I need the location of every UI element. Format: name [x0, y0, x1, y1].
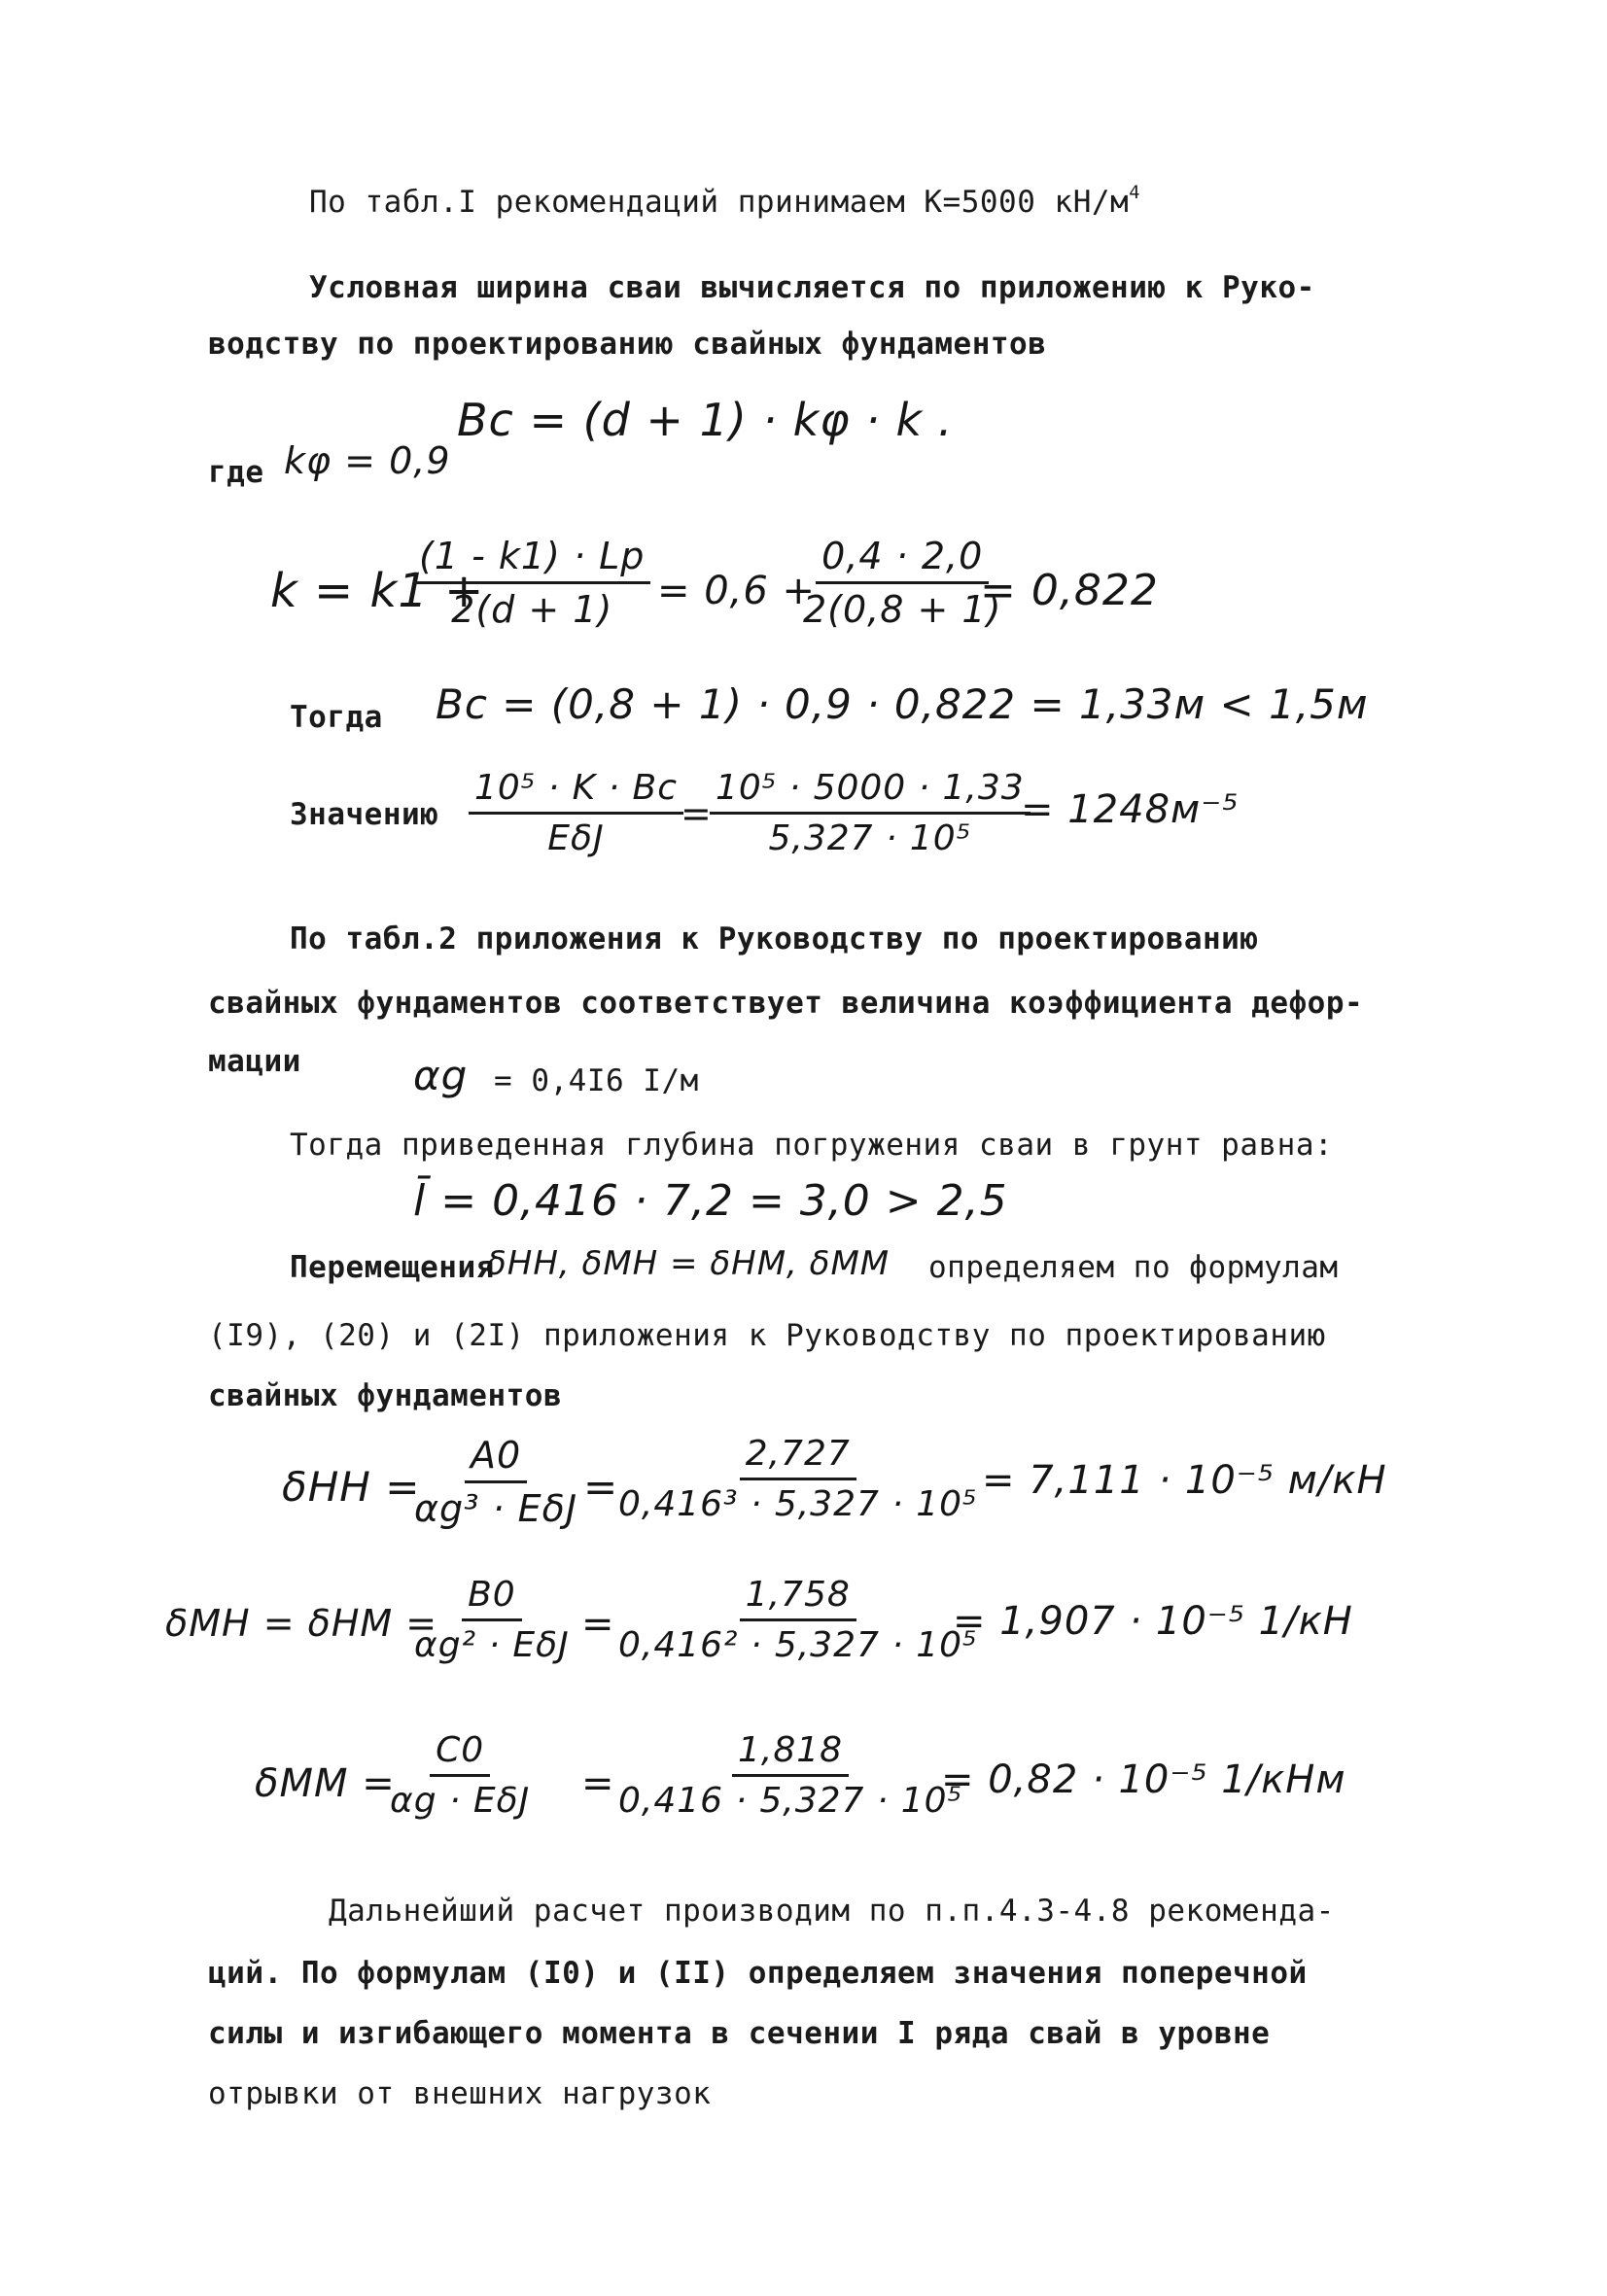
text-line-10: Тогда приведенная глубина погружения сваи в грунт равна:: [290, 1128, 1334, 1163]
text-line-2: Условная ширина сваи вычисляется по приложению к Руко-: [309, 270, 1315, 305]
text-line-9: мации: [208, 1044, 301, 1079]
formula-value-fraction-1-den: EδJ: [547, 818, 605, 858]
formula-bc-calc: Bc = (0,8 + 1) · 0,9 · 0,822 = 1,33м < 1,5м: [436, 680, 1369, 728]
formula-d1-left: δHH =: [282, 1463, 421, 1511]
formula-value-fraction-2-num: 10⁵ · 5000 · 1,33: [710, 768, 1031, 815]
formula-value-eq: =: [681, 792, 713, 835]
formula-d3-fraction-1: [384, 1730, 536, 1821]
text-line-15: ций. По формулам (I0) и (II) определяем значения поперечной: [208, 1956, 1308, 1991]
formula-d2-fraction-2-num: 1,758: [740, 1575, 856, 1621]
formula-alpha: αg: [413, 1052, 469, 1099]
text-line-1-sup: 4: [1129, 183, 1140, 203]
formula-d3-result: = 0,82 · 10⁻⁵ 1/кНм: [941, 1757, 1346, 1802]
formula-d3-left: δMM =: [255, 1761, 396, 1806]
formula-d3-fraction-2: [612, 1730, 968, 1821]
formula-deltas: δHH, δMH = δHM, δMM: [486, 1244, 891, 1283]
formula-d1-fraction-1: [408, 1434, 583, 1530]
formula-d2-fraction-1-den: αg² · EδJ: [414, 1625, 570, 1665]
formula-d3-fraction-1-den: αg · EδJ: [390, 1781, 531, 1821]
text-where: где: [208, 455, 264, 490]
text-line-16: силы и изгибающего момента в сечении I ряда свай в уровне: [208, 2016, 1271, 2051]
formula-k-fraction-2-den: 2(0,8 + 1): [803, 588, 1002, 631]
text-value: Значению: [290, 797, 439, 832]
formula-d2-result: = 1,907 · 10⁻⁵ 1/кН: [953, 1599, 1353, 1644]
formula-k-fraction-1: [413, 535, 650, 631]
formula-d1-fraction-2-den: 0,416³ · 5,327 · 10⁵: [618, 1484, 978, 1524]
formula-d1-fraction-2-num: 2,727: [740, 1434, 856, 1480]
text-then-1: Тогда: [290, 700, 383, 735]
text-line-11-tail: определяем по формулам: [928, 1250, 1339, 1285]
formula-k-fraction-1-den: 2(d + 1): [451, 588, 613, 631]
formula-d2-left: δMH = δHM =: [165, 1602, 438, 1645]
formula-k-mid: = 0,6 +: [657, 569, 817, 613]
formula-d3-fraction-2-den: 0,416 · 5,327 · 10⁵: [618, 1781, 963, 1821]
formula-value-result: = 1248м⁻⁵: [1021, 787, 1240, 832]
formula-d2-fraction-1: [408, 1575, 576, 1665]
formula-value-fraction-2: [710, 768, 1031, 858]
text-line-13: свайных фундаментов: [208, 1378, 563, 1413]
formula-d1-eq: =: [583, 1463, 619, 1511]
formula-d2-fraction-2-den: 0,416² · 5,327 · 10⁵: [618, 1625, 978, 1665]
formula-k-fraction-2-num: 0,4 · 2,0: [816, 535, 989, 584]
text-line-8: свайных фундаментов соответствует величина коэффициента дефор-: [208, 986, 1364, 1021]
text-line-12: (I9), (20) и (2I) приложения к Руководству по проектированию: [208, 1318, 1326, 1353]
text-line-3: водству по проектированию свайных фундаментов: [208, 327, 1047, 362]
text-line-17: отрывки от внешних нагрузок: [208, 2076, 712, 2111]
formula-k-fraction-1-num: (1 - k1) · Lp: [413, 535, 650, 584]
formula-d1-fraction-1-num: A0: [465, 1434, 527, 1483]
formula-d1-fraction-1-den: αg³ · EδJ: [414, 1487, 578, 1530]
formula-d1-result: = 7,111 · 10⁻⁵ м/кН: [982, 1458, 1387, 1503]
formula-d3-fraction-1-num: C0: [430, 1730, 490, 1777]
text-alpha-value: = 0,4I6 I/м: [494, 1063, 699, 1098]
formula-lbar: l̄ = 0,416 · 7,2 = 3,0 > 2,5: [413, 1176, 1008, 1226]
formula-d2-fraction-2: [612, 1575, 983, 1665]
formula-value-fraction-1: [469, 768, 683, 858]
formula-k-left: k = k1 +: [270, 564, 485, 618]
formula-d1-fraction-2: [612, 1434, 983, 1524]
text-line-1: [309, 183, 1140, 220]
formula-k-result: = 0,822: [980, 566, 1159, 615]
formula-d3-eq: =: [581, 1761, 615, 1806]
text-line-14: Дальнейший расчет производим по п.п.4.3-4.8 рекоменда-: [329, 1894, 1335, 1929]
formula-d2-fraction-1-num: B0: [462, 1575, 522, 1621]
formula-k-fraction-2: [797, 535, 1007, 631]
text-line-7: По табл.2 приложения к Руководству по проектированию: [290, 922, 1259, 957]
text-line-1-body: По табл.I рекомендаций принимаем K=5000 кН/м: [309, 184, 1130, 220]
formula-kf: kφ = 0,9: [284, 439, 451, 482]
text-line-11-lead: Перемещения: [290, 1250, 495, 1285]
formula-value-fraction-1-num: 10⁵ · K · Bc: [469, 768, 683, 815]
formula-value-fraction-2-den: 5,327 · 10⁵: [768, 818, 972, 858]
formula-bc-definition: Bc = (d + 1) · kφ · k .: [457, 394, 954, 446]
formula-d3-fraction-2-num: 1,818: [732, 1730, 849, 1777]
formula-d2-eq: =: [581, 1602, 615, 1647]
